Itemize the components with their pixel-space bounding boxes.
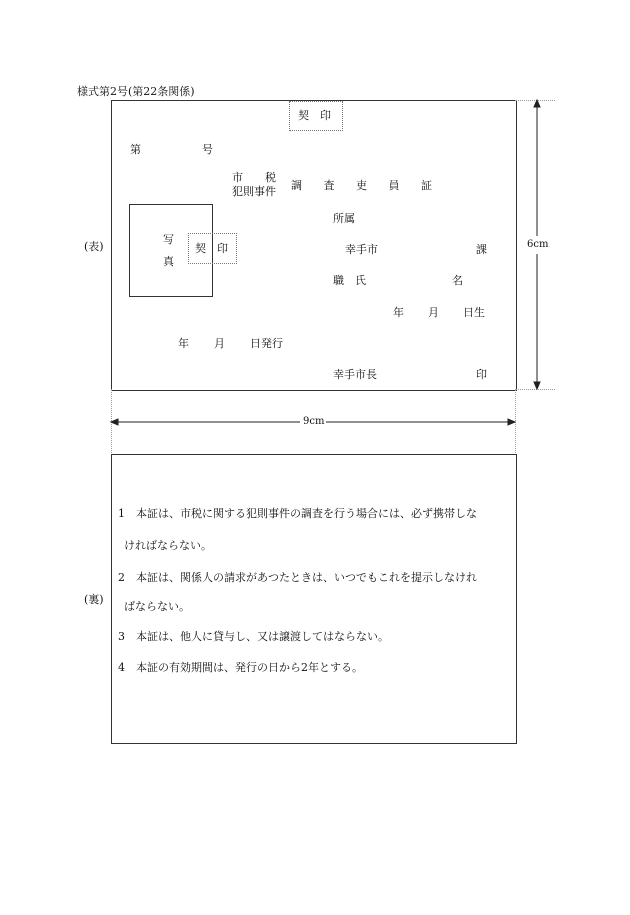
seal-photo-label: 契 印 xyxy=(195,242,228,255)
front-side-label: (表) xyxy=(84,240,104,253)
issue-year-label: 年 xyxy=(178,337,189,350)
back-item-2-num: 2 xyxy=(118,571,125,584)
back-item-2-text-cont: ばならない。 xyxy=(124,600,190,613)
affiliation-label: 所属 xyxy=(333,212,355,225)
back-item-1-text-cont: ければならない。 xyxy=(124,539,212,552)
width-label: 9cm xyxy=(303,416,325,427)
number-suffix: 号 xyxy=(202,143,213,156)
back-item-1-num: 1 xyxy=(118,507,125,520)
back-item-4-num: 4 xyxy=(118,661,125,674)
seal-top-label: 契 印 xyxy=(298,109,331,122)
back-item-3-text: 本証は、他人に貸与し、又は譲渡してはならない。 xyxy=(136,630,389,643)
birth-month-label: 月 xyxy=(428,306,439,319)
mayor-label: 幸手市長 xyxy=(333,368,377,381)
job-name-label: 職 氏 xyxy=(333,274,366,287)
stamp-label: 印 xyxy=(476,368,487,381)
city-name: 幸手市 xyxy=(345,243,378,256)
title-city-tax: 市 税 xyxy=(232,171,276,184)
back-item-1-text: 本証は、市税に関する犯則事件の調査を行う場合には、必ず携帯しな xyxy=(136,507,477,520)
back-side-label: (裏) xyxy=(84,593,104,606)
back-item-2-text: 本証は、関係人の請求があつたときは、いつでもこれを提示しなけれ xyxy=(136,571,477,584)
photo-label-1: 写 xyxy=(163,233,174,246)
id-card-back xyxy=(111,454,517,744)
height-label: 6cm xyxy=(527,239,549,250)
issue-month-label: 月 xyxy=(214,337,225,350)
section-label: 課 xyxy=(476,243,487,256)
birth-year-label: 年 xyxy=(393,306,404,319)
form-title: 様式第2号(第22条関係) xyxy=(77,85,195,98)
photo-label-2: 真 xyxy=(163,255,174,268)
back-item-4-text: 本証の有効期間は、発行の日から2年とする。 xyxy=(136,661,363,674)
birth-day-label: 日生 xyxy=(463,306,485,319)
number-prefix: 第 xyxy=(130,143,141,156)
name-suffix: 名 xyxy=(452,274,463,287)
card-title: 調 査 吏 員 証 xyxy=(291,179,441,192)
issue-day-label: 日発行 xyxy=(250,337,283,350)
title-crime-case: 犯則事件 xyxy=(232,185,276,198)
back-item-3-num: 3 xyxy=(118,630,125,643)
